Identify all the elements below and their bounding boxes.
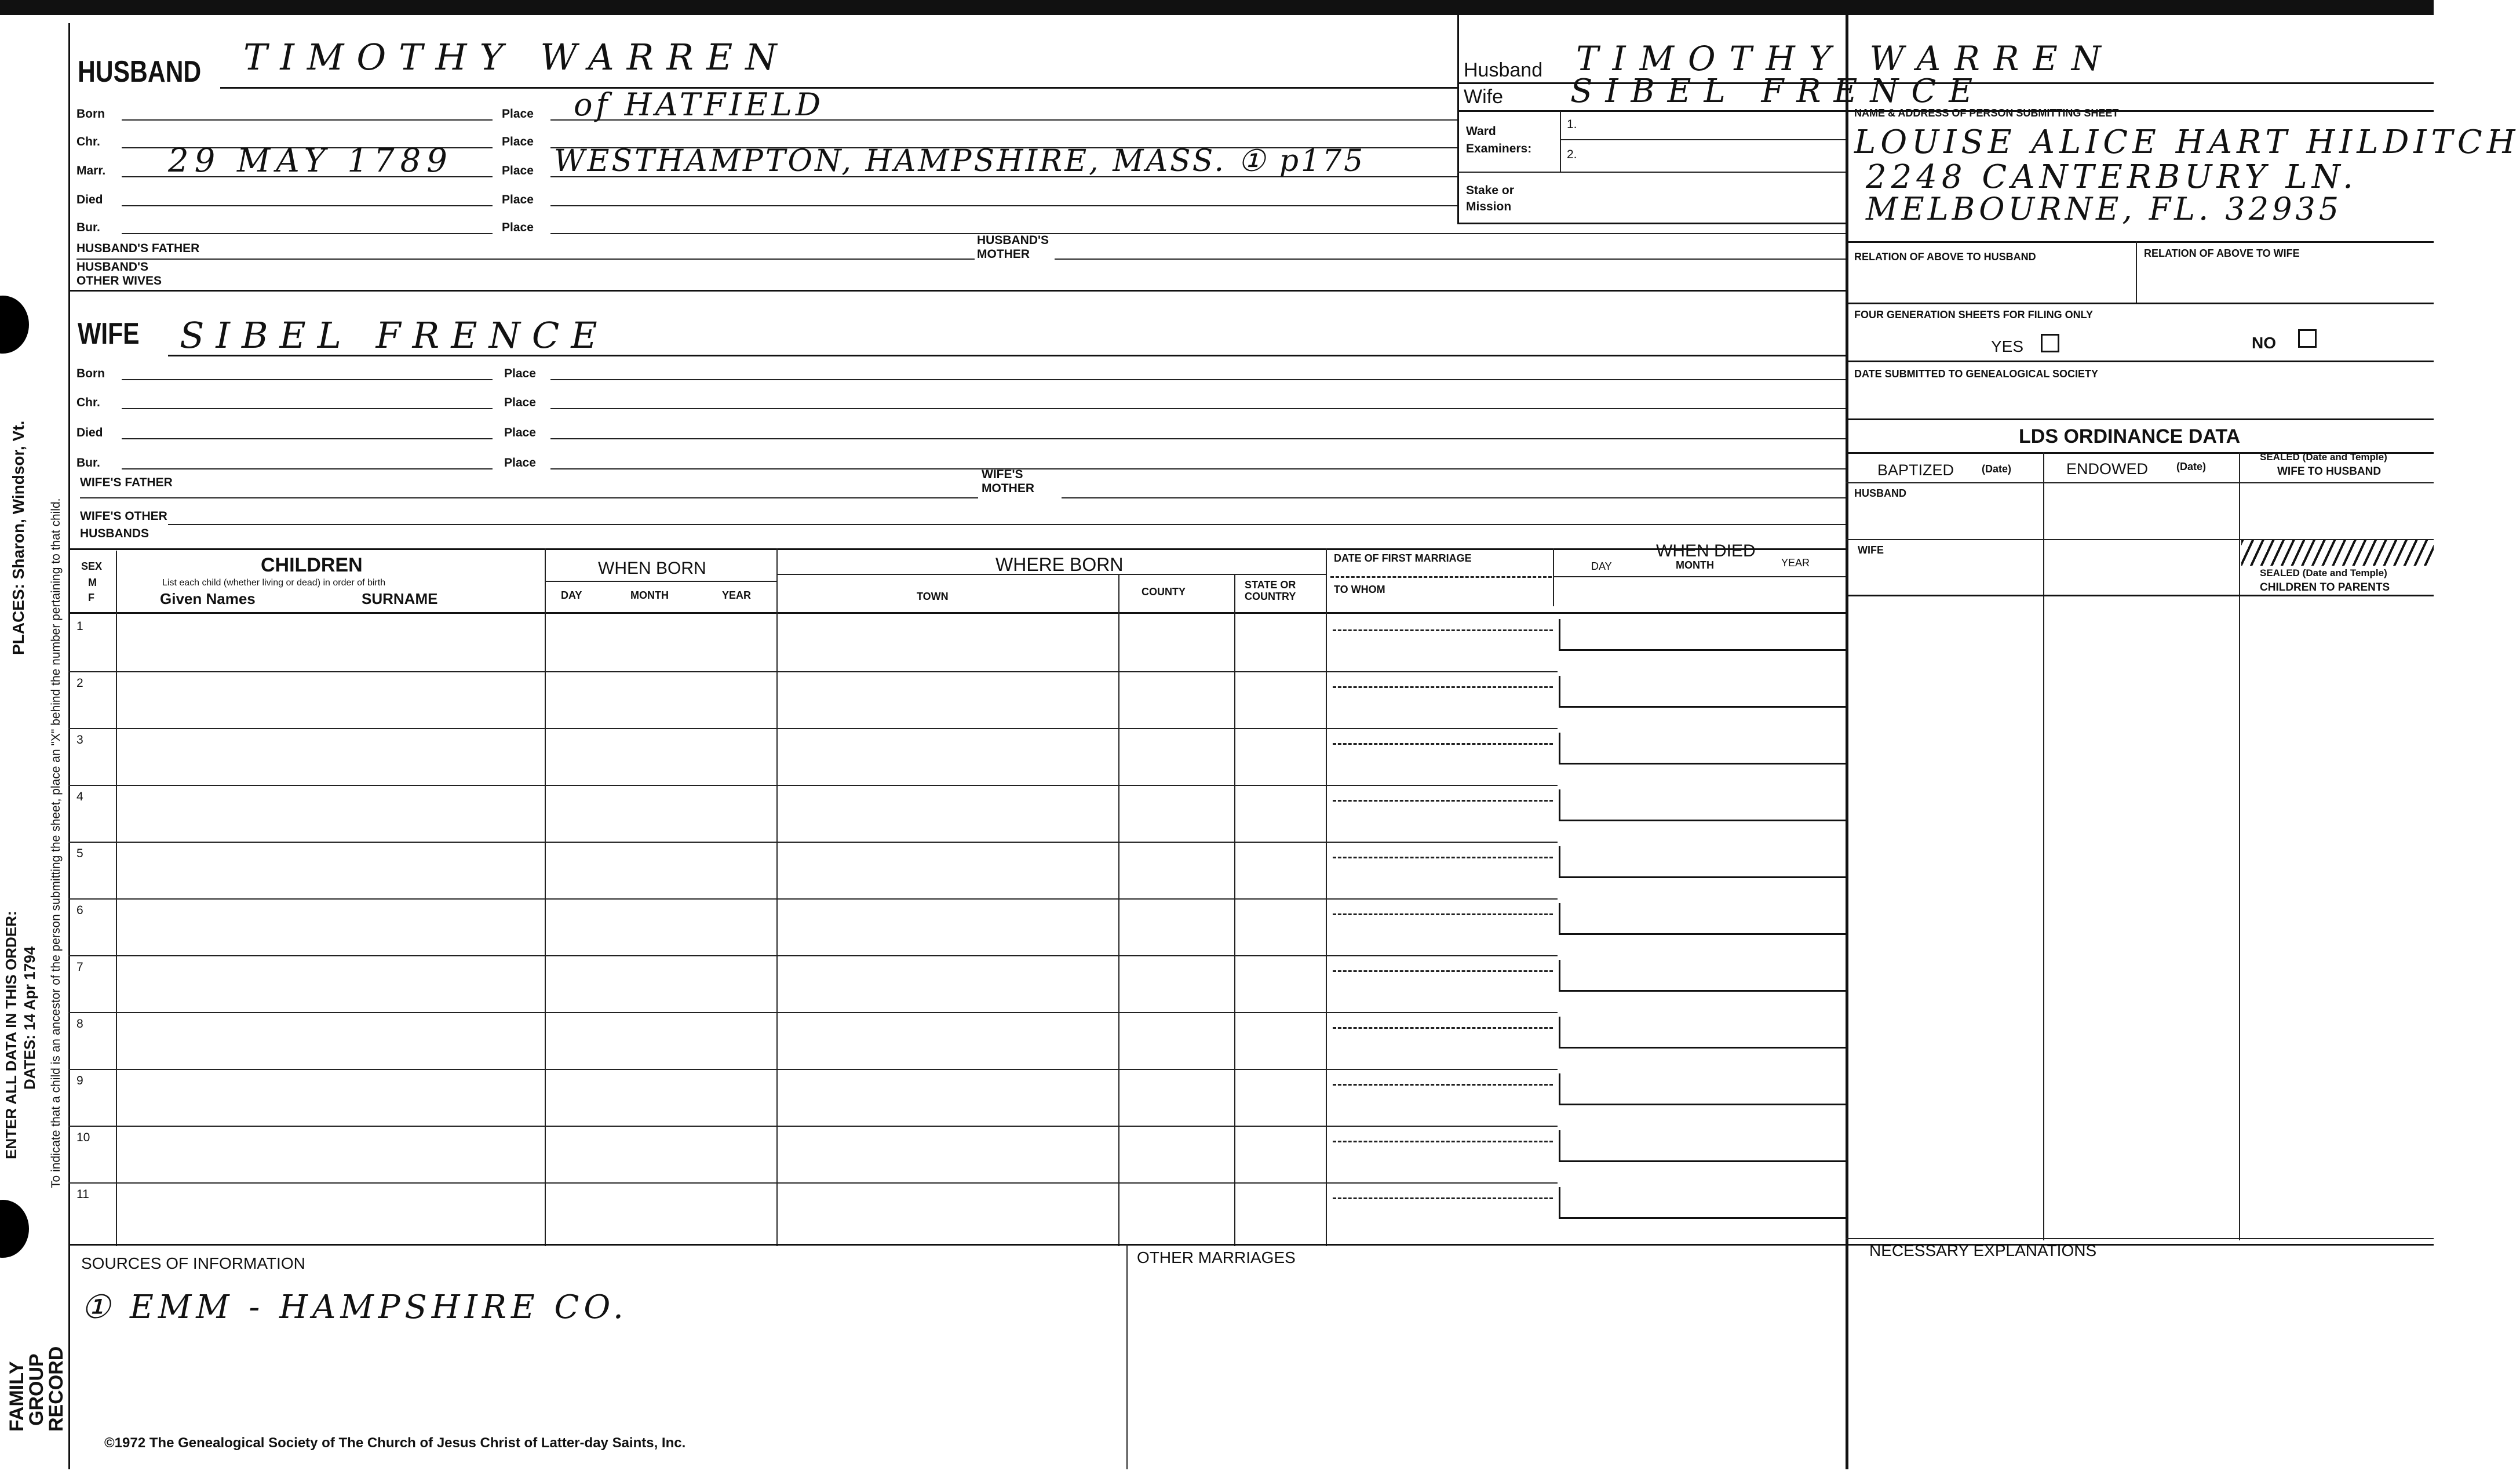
col-line-died — [1553, 548, 1554, 606]
child-row-number: 9 — [76, 1074, 83, 1087]
col-children: CHILDREN — [261, 554, 363, 576]
child-row-separator — [68, 1069, 1326, 1070]
husband-other-wives-label-2: OTHER WIVES — [76, 274, 162, 287]
col-year: YEAR — [722, 589, 752, 601]
header-wife-label: Wife — [1464, 86, 1503, 108]
children-header-bottom — [68, 612, 1846, 614]
child-row-separator — [68, 955, 1326, 956]
submitter-box-bottom — [1846, 241, 2434, 243]
wife-born-place-label: Place — [504, 367, 536, 380]
child-died-line — [1559, 820, 1846, 821]
wife-name: SIBEL FRENCE — [180, 314, 609, 356]
child-row-separator-marriage — [1326, 955, 1558, 956]
child-died-line — [1559, 876, 1846, 878]
child-died-line — [1559, 1217, 1846, 1219]
child-row-number: 8 — [76, 1017, 83, 1031]
child-row-number: 2 — [76, 676, 83, 690]
husband-section-bottom — [68, 290, 1846, 292]
header-line-when-born — [545, 581, 776, 582]
child-row-separator-marriage — [1326, 728, 1558, 729]
col-when-died: WHEN DIED — [1656, 541, 1756, 560]
sources-label: SOURCES OF INFORMATION — [81, 1254, 305, 1272]
header-line-died — [1553, 576, 1846, 577]
other-marriages-label: OTHER MARRIAGES — [1137, 1248, 1296, 1266]
col-line-state — [1326, 548, 1327, 1246]
child-died-bracket — [1559, 1187, 1560, 1217]
child-died-bracket — [1559, 1017, 1560, 1047]
header-line-where-born — [776, 574, 1327, 575]
wife-name-line — [168, 355, 1846, 356]
child-died-bracket — [1559, 960, 1560, 990]
margin-indicate: To indicate that a child is an ancestor of the person submitting the sheet, place an "X" behind the number pertaining to that child. — [49, 498, 63, 1188]
lds-col-1 — [2043, 452, 2044, 1240]
husband-died-place-label: Place — [502, 193, 534, 206]
yes-checkbox[interactable] — [2041, 334, 2059, 352]
child-died-bracket — [1559, 676, 1560, 706]
child-row-separator — [68, 842, 1326, 843]
child-marriage-dash — [1333, 857, 1553, 858]
col-day: DAY — [561, 589, 582, 601]
frame-left — [68, 23, 70, 1469]
wife-father-line — [80, 497, 978, 498]
child-marriage-dash — [1333, 1197, 1553, 1199]
wife-other-husbands-line — [168, 524, 1846, 525]
husband-marr-place-label: Place — [502, 164, 534, 177]
header-husband-value: TIMOTHY WARREN — [1576, 39, 2115, 78]
wife-heading: WIFE — [78, 317, 140, 351]
necessary-explanations-label: NECESSARY EXPLANATIONS — [1869, 1242, 2097, 1259]
no-checkbox[interactable] — [2298, 329, 2317, 348]
child-row-separator — [68, 1182, 1326, 1184]
stake-label: Stake or — [1466, 184, 1514, 197]
lds-sealed-wife-1: SEALED (Date and Temple) — [2260, 452, 2387, 463]
lds-table-bottom — [1846, 1238, 2434, 1239]
examiners-label: Examiners: — [1466, 142, 1532, 155]
child-died-bracket — [1559, 846, 1560, 876]
header-husband-label: Husband — [1464, 59, 1543, 81]
col-sex-m: M — [88, 577, 97, 588]
husband-died-place-line — [550, 205, 1457, 206]
relation-divider — [2136, 241, 2137, 303]
child-died-bracket — [1559, 903, 1560, 933]
submitter-line-3: MELBOURNE, FL. 32935 — [1866, 191, 2343, 227]
husband-name: TIMOTHY WARREN — [243, 36, 790, 78]
wife-chr-place-line — [550, 408, 1846, 409]
header-wife-value: SIBEL FRENCE — [1570, 72, 1986, 110]
col-when-born: WHEN BORN — [598, 559, 706, 578]
husband-father-line — [76, 259, 975, 260]
husband-chr-place-label: Place — [502, 135, 534, 148]
submitter-line-2: 2248 CANTERBURY LN. — [1866, 158, 2358, 196]
header-box-bottom — [1457, 223, 1846, 224]
lds-sealed-children-2: CHILDREN TO PARENTS — [2260, 581, 2390, 594]
ward-label: Ward — [1466, 125, 1496, 138]
date-submitted-bottom — [1846, 418, 2434, 420]
child-row-separator-marriage — [1326, 785, 1558, 786]
husband-mother-label-2: MOTHER — [977, 247, 1030, 261]
husband-born-line — [122, 119, 493, 121]
family-group-record-3: RECORD — [45, 1346, 67, 1432]
lds-baptized-date: (Date) — [1982, 463, 2012, 475]
husband-heading: HUSBAND — [78, 55, 202, 89]
child-row-separator-marriage — [1326, 1126, 1558, 1127]
copyright: ©1972 The Genealogical Society of The Church of Jesus Christ of Latter-day Saints, Inc. — [104, 1435, 686, 1451]
husband-marr-label: Marr. — [76, 164, 106, 177]
husband-died-line — [122, 205, 493, 206]
examiner-1: 1. — [1567, 118, 1577, 131]
top-border — [0, 0, 2434, 15]
lds-col-2 — [2239, 452, 2240, 1240]
lds-endowed-date: (Date) — [2176, 461, 2207, 472]
lds-husband-label: HUSBAND — [1854, 487, 1906, 499]
col-given-names: Given Names — [160, 590, 256, 607]
husband-mother-label-1: HUSBAND'S — [977, 234, 1049, 247]
divider-main-right — [1846, 15, 1848, 1469]
lds-baptized: BAPTIZED — [1877, 461, 1954, 479]
wife-other-husbands-label-1: WIFE'S OTHER — [80, 509, 167, 523]
divider-husband-right — [1457, 15, 1459, 224]
wife-born-place-line — [550, 379, 1846, 380]
husband-marr-date: 29 MAY 1789 — [168, 142, 453, 180]
husband-born-place-label: Place — [502, 107, 534, 121]
wife-bur-label: Bur. — [76, 456, 100, 469]
child-died-line — [1559, 1104, 1846, 1105]
child-marriage-dash — [1333, 970, 1553, 972]
child-marriage-dash — [1333, 1141, 1553, 1142]
lds-header-bottom — [1846, 482, 2434, 483]
child-marriage-dash — [1333, 913, 1553, 915]
husband-born-label: Born — [76, 107, 105, 121]
examiners-divider — [1560, 111, 1561, 172]
col-town: TOWN — [917, 591, 949, 602]
husband-bur-place-label: Place — [502, 221, 534, 234]
header-dash-marriage — [1330, 576, 1552, 578]
col-first-marriage: DATE OF FIRST MARRIAGE — [1334, 552, 1472, 564]
lds-sealed-wife-2: WIFE TO HUSBAND — [2277, 465, 2382, 478]
husband-bur-line — [122, 233, 493, 234]
relation-bottom — [1846, 303, 2434, 304]
margin-places: PLACES: Sharon, Windsor, Vt. — [9, 420, 27, 655]
family-group-record-2: GROUP — [25, 1353, 48, 1426]
wife-died-place-line — [550, 438, 1846, 439]
child-row-separator-marriage — [1326, 898, 1558, 900]
wife-mother-label-1: WIFE'S — [982, 468, 1023, 481]
child-row-separator-marriage — [1326, 1182, 1558, 1184]
wife-father-label: WIFE'S FATHER — [80, 476, 173, 489]
margin-enter-all: ENTER ALL DATA IN THIS ORDER: — [2, 911, 20, 1159]
bottom-divider-1 — [1126, 1244, 1128, 1469]
child-died-line — [1559, 763, 1846, 765]
lds-wife-label: WIFE — [1858, 544, 1884, 556]
child-row-separator — [68, 1012, 1326, 1013]
husband-died-label: Died — [76, 193, 103, 206]
wife-died-line — [122, 438, 493, 439]
lds-title: LDS ORDINANCE DATA — [2019, 425, 2241, 447]
wife-mother-line — [1062, 497, 1846, 498]
wife-section-bottom — [68, 548, 1846, 550]
lds-wife-bottom — [1846, 595, 2434, 596]
examiner-1-line — [1560, 139, 1846, 140]
col-line-name — [545, 548, 546, 1246]
child-marriage-dash — [1333, 629, 1553, 631]
husband-bur-place-line — [550, 233, 1846, 234]
col-state-1: STATE OR — [1245, 579, 1296, 591]
wife-bur-place-label: Place — [504, 456, 536, 469]
child-marriage-dash — [1333, 743, 1553, 745]
husband-chr-label: Chr. — [76, 135, 100, 148]
submitter-line-1: LOUISE ALICE HART HILDITCH — [1854, 123, 2520, 161]
margin-dates: DATES: 14 Apr 1794 — [21, 946, 38, 1090]
husband-other-wives-label-1: HUSBAND'S — [76, 260, 149, 274]
husband-mother-line — [1055, 259, 1846, 260]
col-sex: SEX — [81, 560, 103, 572]
wife-chr-place-label: Place — [504, 396, 536, 409]
col-to-whom: TO WHOM — [1334, 584, 1385, 595]
col-state-2: COUNTRY — [1245, 591, 1296, 602]
child-row-number: 5 — [76, 847, 83, 860]
lds-endowed: ENDOWED — [2066, 460, 2148, 478]
child-row-separator-marriage — [1326, 671, 1558, 672]
child-row-number: 1 — [76, 620, 83, 633]
four-gen-label: FOUR GENERATION SHEETS FOR FILING ONLY — [1854, 309, 2094, 321]
child-row-separator-marriage — [1326, 1069, 1558, 1070]
child-died-bracket — [1559, 1073, 1560, 1104]
yes-label: YES — [1991, 337, 2024, 355]
family-group-record-1: FAMILY — [6, 1361, 28, 1432]
wife-born-line — [122, 379, 493, 380]
child-marriage-dash — [1333, 800, 1553, 802]
child-row-number: 7 — [76, 960, 83, 974]
child-marriage-dash — [1333, 686, 1553, 688]
child-row-separator — [68, 671, 1326, 672]
husband-marr-place: WESTHAMPTON, HAMPSHIRE, MASS. ① p175 — [554, 144, 1366, 179]
submitter-label: NAME & ADDRESS OF PERSON SUBMITTING SHEET — [1854, 107, 2119, 119]
mission-label: Mission — [1466, 200, 1512, 213]
child-died-line — [1559, 933, 1846, 935]
husband-bur-label: Bur. — [76, 221, 100, 234]
relation-husband-label: RELATION OF ABOVE TO HUSBAND — [1854, 251, 2036, 263]
col-month: MONTH — [630, 589, 669, 601]
husband-name-line — [220, 87, 1457, 89]
child-died-bracket — [1559, 619, 1560, 649]
child-died-line — [1559, 649, 1846, 651]
four-gen-bottom — [1846, 361, 2434, 362]
col-children-note: List each child (whether living or dead) in order of birth — [162, 578, 386, 588]
husband-father-label: HUSBAND'S FATHER — [76, 242, 200, 255]
wife-born-label: Born — [76, 367, 105, 380]
child-died-bracket — [1559, 789, 1560, 820]
col-line-town — [1118, 574, 1119, 1246]
child-row-separator — [68, 728, 1326, 729]
wife-chr-label: Chr. — [76, 396, 100, 409]
punch-hole-top — [0, 296, 29, 354]
husband-born-place: of HATFIELD — [574, 86, 825, 123]
examiner-2: 2. — [1567, 148, 1577, 161]
col-line-county — [1234, 574, 1235, 1246]
wife-died-place-label: Place — [504, 426, 536, 439]
child-row-separator-marriage — [1326, 1012, 1558, 1013]
col-surname: SURNAME — [362, 590, 438, 607]
child-row-separator — [68, 898, 1326, 900]
child-marriage-dash — [1333, 1027, 1553, 1029]
child-row-separator — [68, 1126, 1326, 1127]
col-county: COUNTY — [1142, 586, 1186, 598]
child-died-line — [1559, 1047, 1846, 1049]
child-row-number: 11 — [76, 1188, 89, 1201]
child-row-separator — [68, 785, 1326, 786]
child-died-line — [1559, 706, 1846, 708]
wife-chr-line — [122, 408, 493, 409]
child-row-separator-marriage — [1326, 842, 1558, 843]
child-died-bracket — [1559, 1130, 1560, 1160]
lds-sealed-children-1: SEALED (Date and Temple) — [2260, 567, 2387, 578]
col-died-month: MONTH — [1676, 559, 1714, 571]
punch-hole-bottom — [0, 1200, 29, 1258]
child-row-number: 4 — [76, 790, 83, 803]
col-where-born: WHERE BORN — [995, 554, 1124, 575]
no-label: NO — [2252, 334, 2276, 352]
col-sex-f: F — [88, 592, 94, 603]
wife-died-label: Died — [76, 426, 103, 439]
col-line-born — [776, 548, 778, 1246]
child-marriage-dash — [1333, 1084, 1553, 1086]
child-row-number: 3 — [76, 733, 83, 747]
date-submitted-label: DATE SUBMITTED TO GENEALOGICAL SOCIETY — [1854, 368, 2099, 380]
relation-wife-label: RELATION OF ABOVE TO WIFE — [2144, 247, 2300, 259]
lds-hatched-cell — [2241, 540, 2434, 566]
col-died-day: DAY — [1591, 560, 1612, 572]
child-died-line — [1559, 990, 1846, 992]
child-row-number: 6 — [76, 904, 83, 917]
child-died-bracket — [1559, 733, 1560, 763]
wife-bur-line — [122, 468, 493, 469]
sources-value: ① EMM - HAMPSHIRE CO. — [81, 1288, 628, 1326]
col-died-year: YEAR — [1781, 557, 1810, 569]
wife-other-husbands-label-2: HUSBANDS — [80, 527, 149, 540]
child-row-number: 10 — [76, 1131, 90, 1144]
examiner-2-line — [1457, 172, 1846, 173]
child-died-line — [1559, 1160, 1846, 1162]
wife-mother-label-2: MOTHER — [982, 482, 1034, 495]
wife-bur-place-line — [550, 468, 1846, 469]
